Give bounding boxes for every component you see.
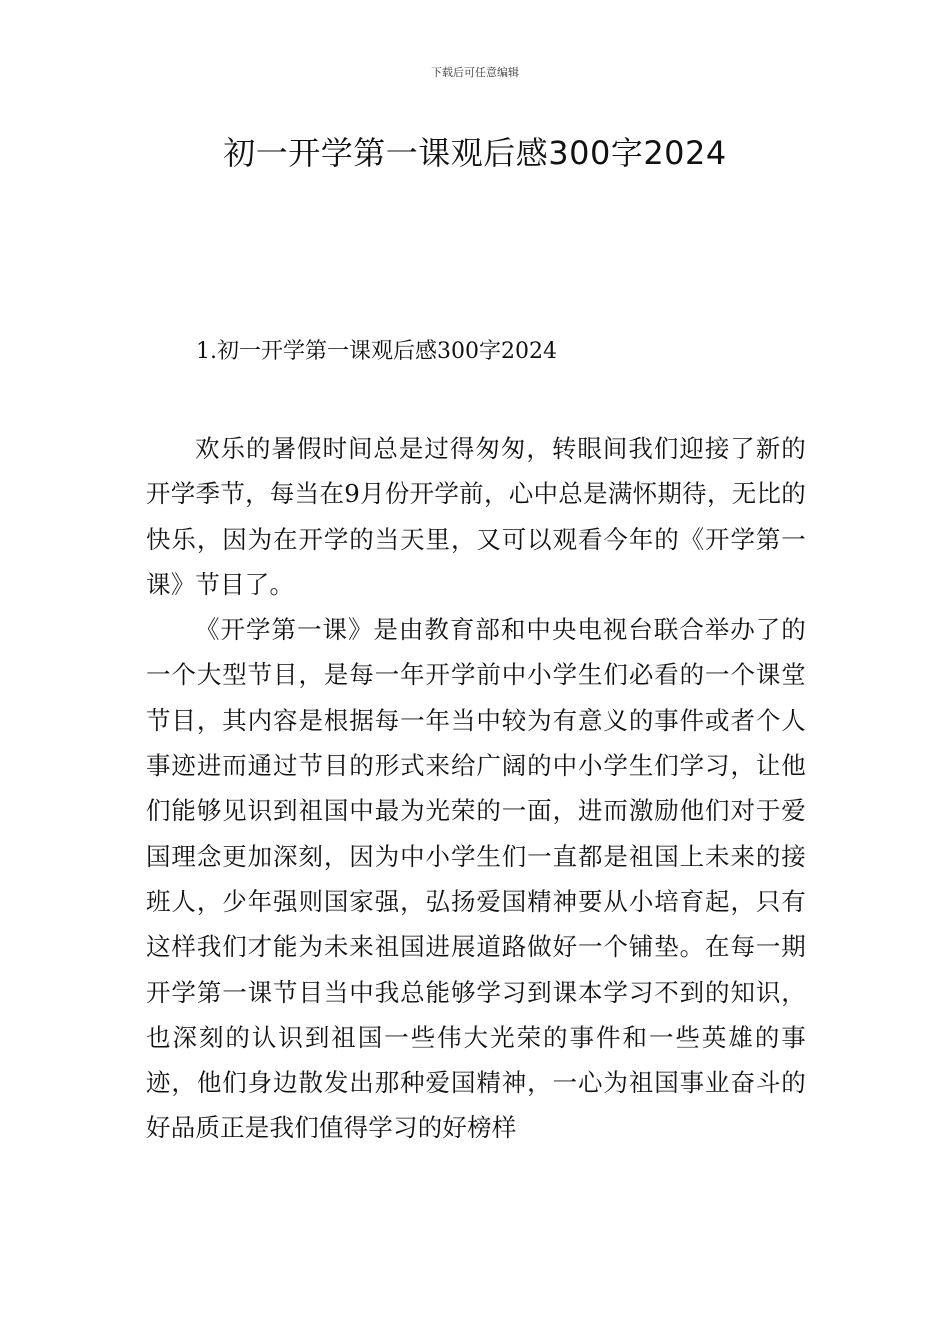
document-title: 初一开学第一课观后感300字2024 bbox=[223, 134, 727, 172]
header-note: 下载后可任意编辑 bbox=[431, 66, 519, 79]
paragraph-1: 欢乐的暑假时间总是过得匆匆，转眼间我们迎接了新的开学季节，每当在9月份开学前，心中总是满怀期待，无比的快乐，因为在开学的当天里，又可以观看今年的《开学第一课》节目了。 bbox=[146, 434, 806, 599]
body-text bbox=[146, 426, 806, 1151]
section-heading: 1.初一开学第一课观后感300字2024 bbox=[196, 339, 557, 364]
paragraph-2: 《开学第一课》是由教育部和中央电视台联合举办了的一个大型节目，是每一年开学前中小学生们必看的一个课堂节目，其内容是根据每一年当中较为有意义的事件或者个人事迹进而通过节目的形式来给广阔的中小学生们学习，让他们能够见识到祖国中最为光荣的一面，进而激励他们对于爱国理念更加深刻，因为中小学生们一直都是祖国上未来的接班人，少年强则国家强，弘扬爱国精神要从小培育起，只有这样我们才能为未来祖国进展道路做好一个铺垫。在每一期开学第一课节目当中我总能够学习到课本学习不到的知识，也深刻的认识到祖国一些伟大光荣的事件和一些英雄的事迹，他们身边散发出那种爱国精神，一心为祖国事业奋斗的好品质正是我们值得学习的好榜样 bbox=[146, 615, 806, 1143]
